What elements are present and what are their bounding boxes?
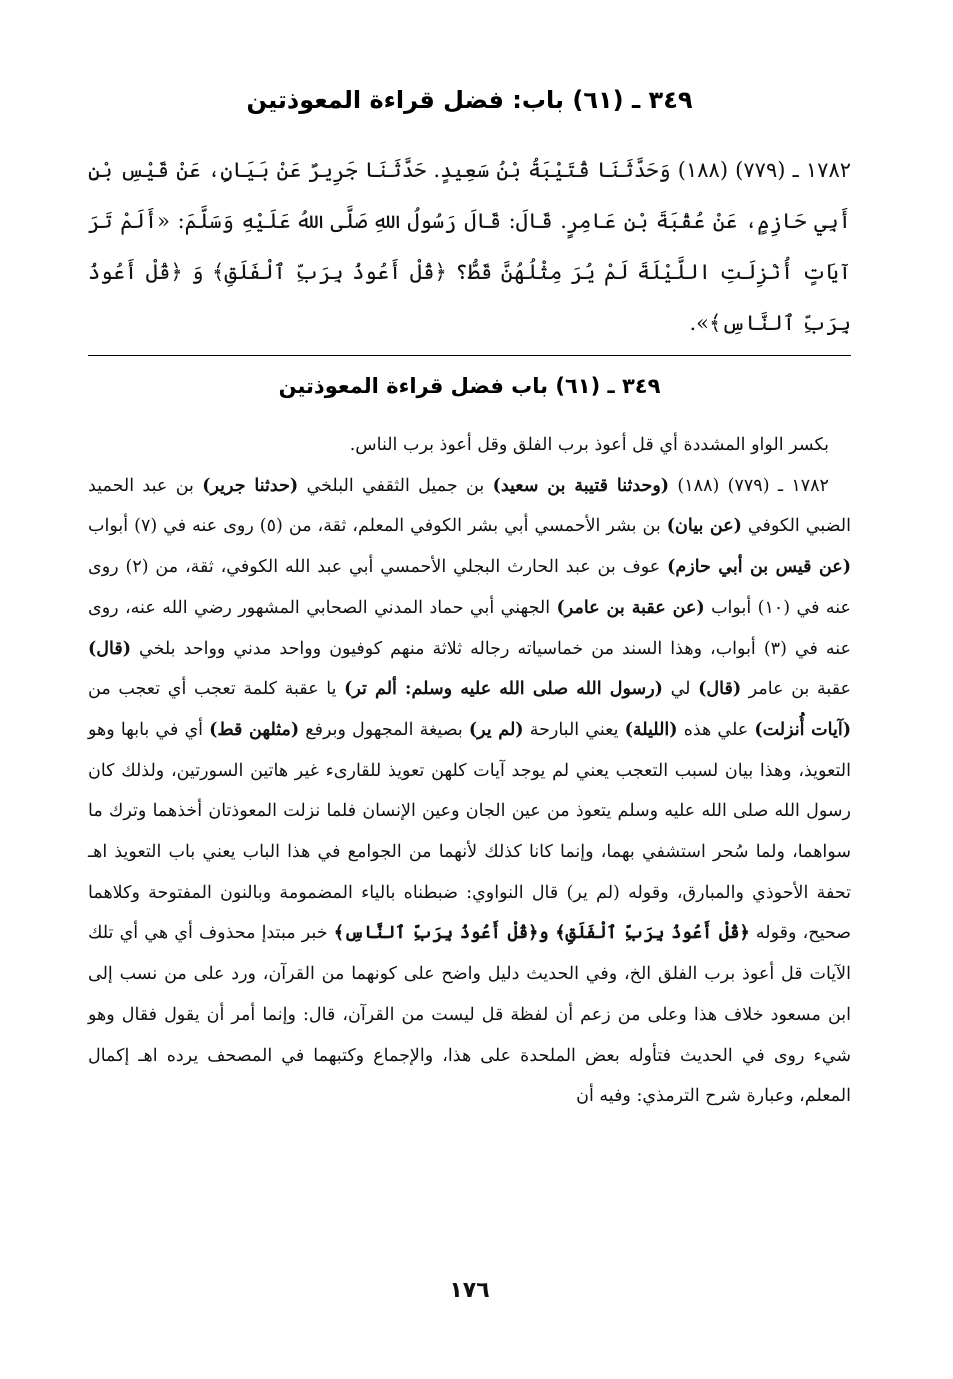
bold-run: (آيات أُنزلت) xyxy=(754,719,851,740)
text-run: لي xyxy=(662,679,699,700)
bold-run: (عن قيس بن أبي حازم) xyxy=(667,557,851,578)
text-run: ١٧٨٢ ـ (٧٧٩) (١٨٨) xyxy=(669,475,829,496)
text-run: يا عقبة كلمة تعجب أي تعجب من xyxy=(88,679,345,700)
text-run: يعني البارحة xyxy=(523,719,625,740)
text-run: بن بشر الأحمسي أبي بشر الكوفي المعلم، ثقة، من (٥) روى عنه في (٧) أبواب xyxy=(88,516,667,537)
bold-run: (الليلة) xyxy=(624,719,678,740)
commentary-text xyxy=(88,425,851,1117)
separator-line xyxy=(88,355,851,356)
hadith-end: ». xyxy=(689,311,709,335)
bold-run: (عن عقبة بن عامر) xyxy=(556,597,705,618)
text-run: بن عبد الحميد الضبي الكوفي xyxy=(88,475,851,537)
text-run: بن جميل الثقفي البلخي xyxy=(298,475,493,496)
page-number: ١٧٦ xyxy=(449,1278,490,1303)
bold-run: (حدثنا جرير) xyxy=(202,475,299,496)
commentary-intro: بكسر الواو المشددة أي قل أعوذ برب الفلق وقل أعوذ برب الناس. xyxy=(349,435,829,455)
quran-verse-falaq: ﴿قُلْ أَعُوذُ بِرَبِّ ٱلْفَلَقِ﴾ xyxy=(212,260,447,284)
hadith-conjunction: وَ xyxy=(182,260,213,284)
bold-run: ﴿قُلْ أَعُوذُ بِرَبِّ ٱلْفَلَقِ﴾ و﴿قُلْ أَعُوذُ بِرَبِّ ٱلنَّاسِ﴾ xyxy=(333,923,750,944)
bold-run: (مثلهن قط) xyxy=(209,719,300,740)
bold-run: (رسول الله صلى الله عليه وسلم: ألم تر) xyxy=(344,679,663,700)
commentary-body xyxy=(88,466,851,1117)
quran-verse-nas: ﴿قُلْ أَعُوذُ بِرَبِّ ٱلنَّاسِ﴾ xyxy=(88,260,851,335)
hadith-body: ١٧٨٢ ـ (٧٧٩) (١٨٨) وَحَدَّثَنَا قُتَيْبَةُ بْنُ سَعِيدٍ. حَدَّثَنَا جَرِيرٌ عَنْ بَيَانٍ، عَنْ قَيْسِ بْنِ أَبِي حَازِمٍ، عَنْ عُقْبَةَ بْنِ عَامِرٍ. قَالَ: قَالَ رَسُولُ اللهِ صَلَّى اللهُ عَلَيْهِ وَسَلَّمَ: «أَلَمْ تَرَ آيَاتٍ أُنْزِلَتِ اللَّيْلَةَ لَمْ يُرَ مِثْلُهُنَّ قَطُّ؟ xyxy=(88,158,852,284)
text-run: الجهني أبي حماد المدني الصحابي المشهور رضي الله عنه، روى عنه في (٣) أبواب، وهذا السند من خماسياته رجاله ثلاثة منهم كوفيون وواحد مدني وواحد بلخي xyxy=(88,597,851,659)
hadith-text xyxy=(88,145,851,349)
text-run: علي هذه xyxy=(677,719,755,740)
bold-run: (قال) xyxy=(698,679,742,700)
book-page xyxy=(88,0,851,1379)
text-run: عوف بن عبد الحارث البجلي الأحمسي أبي عبد الله الكوفي، ثقة، من (٢) روى عنه في (١٠) أبواب xyxy=(88,557,851,618)
commentary-heading: ٣٤٩ ـ (٦١) باب فضل قراءة المعوذتين xyxy=(278,374,661,398)
text-run: خبر مبتدإ محذوف أي هي أي تلك الآيات قل أعوذ برب الفلق الخ، وفي الحديث دليل واضح على كونهما من القرآن، ورد على من نسب إلى ابن مسعود خلاف هذا وعلى من زعم أن لفظة قل ليست من القرآن، قال: وإنما أمر أن يقول فقال وهو شيء روى في الحديث فتأوله بعض الملحدة على هذا، والإجماع وكتبهما في المصحف يرده اهـ إكمال المعلم، وعبارة شرح الترمذي: وفيه أن xyxy=(88,923,851,1107)
text-run: بصيغة المجهول وبرفع xyxy=(299,719,469,740)
bold-run: (لم ير) xyxy=(468,719,524,740)
text-run: أي في بابها وهو التعويذ، وهذا بيان لسبب التعجب يعني لم يوجد آيات كلهن تعويذ للقارىء غير هاتين السورتين، ولذلك كان رسول الله صلى الله عليه وسلم يتعوذ من عين الجان وعين الإنسان فلما نزلت المعوذتان أخذهما وترك ما سواهما، ولما سُحر استشفي بهما، وإنما كانا كذلك لأنهما من الجوامع في هذا الباب يعني باب التعويذ اهـ تحفة الأحوذي والمبارق، وقوله (لم ير) قال النواوي: ضبطناه بالياء المضمومة وبالنون المفتوحة وكلاهما صحيح، وقوله xyxy=(88,719,852,944)
bold-run: (وحدثنا قتيبة بن سعيد) xyxy=(492,475,670,496)
chapter-heading: ٣٤٩ ـ (٦١) باب: فضل قراءة المعوذتين xyxy=(246,86,693,114)
bold-run: (عن بيان) xyxy=(666,516,742,537)
text-run: عقبة بن عامر xyxy=(741,679,851,700)
bold-run: (قال) xyxy=(88,638,131,659)
